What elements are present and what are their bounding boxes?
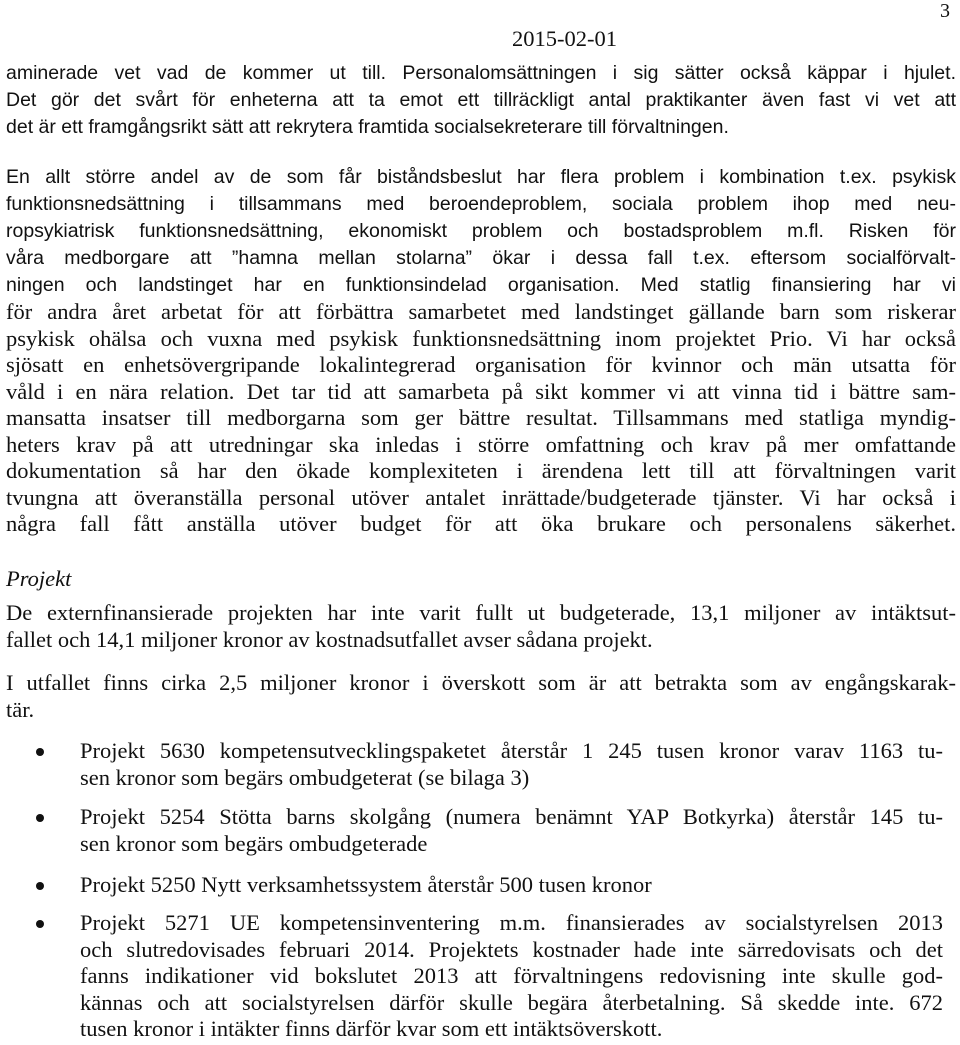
text-line: I utfallet finns cirka 2,5 miljoner kronor i överskott som är att betrakta som av engångskarak- bbox=[6, 670, 956, 695]
bullet-icon bbox=[36, 748, 44, 756]
text-line: Projekt 5630 kompetensutvecklingspaketet återstår 1 245 tusen kronor varav 1163 tu- bbox=[80, 738, 943, 763]
text-line: våra medborgare att ”hamna mellan stolarna” ökar i dessa fall t.ex. eftersom socialförvalt- bbox=[6, 247, 956, 269]
text-line: sjösatt en enhetsövergripande lokalintegrerad organisation för kvinnor och män utsatta för bbox=[6, 352, 956, 377]
text-line: fanns indikationer vid bokslutet 2013 att förvaltningens redovisning inte skulle god- bbox=[80, 963, 943, 988]
text-line: Det gör det svårt för enheterna att ta emot ett tillräckligt antal praktikanter även fast vi vet att bbox=[6, 89, 956, 111]
text-line: tär. bbox=[6, 696, 35, 722]
text-line: och slutredovisades februari 2014. Projektets kostnader hade inte särredovisats och det bbox=[80, 936, 943, 962]
bullet-icon bbox=[36, 920, 44, 928]
text-line: ningen och landstinget har en funktionsindelad organisation. Med statlig finansiering har vi bbox=[6, 274, 956, 296]
text-line: En allt större andel av de som får biståndsbeslut har flera problem i kombination t.ex. psykisk bbox=[6, 166, 956, 188]
text-line: Projekt 5271 UE kompetensinventering m.m. finansierades av socialstyrelsen 2013 bbox=[80, 910, 943, 935]
list-item-text bbox=[80, 910, 943, 1043]
text-line: Projekt 5250 Nytt verksamhetssystem återstår 500 tusen kronor bbox=[80, 872, 652, 897]
text-line: funktionsnedsättning i tillsammans med beroendeproblem, sociala problem ihop med neu- bbox=[6, 193, 956, 215]
section-heading: Projekt bbox=[6, 566, 72, 591]
text-line: fallet och 14,1 miljoner kronor av kostnadsutfallet avser sådana projekt. bbox=[6, 626, 653, 652]
paragraph-continuation bbox=[6, 60, 956, 141]
paragraph-surplus bbox=[6, 670, 956, 723]
paragraph-first-line bbox=[6, 164, 956, 299]
list-item-text bbox=[80, 738, 943, 791]
paragraph-projects bbox=[6, 600, 956, 653]
text-line: ropsykiatrisk funktionsnedsättning, ekonomiskt problem och bostadsproblem m.fl. Risken för bbox=[6, 220, 956, 242]
text-line: De externfinansierade projekten har inte varit fullt ut budgeterade, 13,1 miljoner av intäktsut- bbox=[6, 600, 956, 625]
header-date: 2015-02-01 bbox=[512, 26, 617, 51]
text-line: heters krav på att utredningar ska inledas i större omfattning och krav på mer omfattande bbox=[6, 431, 956, 457]
bullet-icon bbox=[36, 882, 44, 890]
bullet-icon bbox=[36, 814, 44, 822]
text-line: dokumentation så har den ökade komplexiteten i ärendena lett till att förvaltningen varit bbox=[6, 458, 956, 483]
list-item-text bbox=[80, 804, 943, 857]
text-line: tusen kronor i intäkter finns därför kvar som ett intäktsöverskott. bbox=[80, 1016, 663, 1041]
list-item-text bbox=[80, 872, 943, 899]
text-line: några fall fått anställa utöver budget för att öka brukare och personalens säkerhet. bbox=[6, 511, 956, 536]
page-number: 3 bbox=[940, 0, 950, 22]
text-line: sen kronor som begärs ombudgeterat (se bilaga 3) bbox=[80, 764, 530, 790]
paragraph-body bbox=[6, 299, 956, 538]
text-line: mansatta insatser till medborgarna som ger bättre resultat. Tillsammans med statliga myndig- bbox=[6, 405, 956, 430]
text-line: våld i en nära relation. Det tar tid att samarbeta på sikt kommer vi att vinna tid i bättre sam- bbox=[6, 378, 956, 404]
text-line: psykisk ohälsa och vuxna med psykisk funktionsnedsättning inom projektet Prio. Vi har också bbox=[6, 325, 956, 351]
text-line: sen kronor som begärs ombudgeterade bbox=[80, 830, 428, 856]
text-line: kännas och att socialstyrelsen därför skulle begära återbetalning. Så skedde inte. 672 bbox=[80, 989, 943, 1015]
text-line: Projekt 5254 Stötta barns skolgång (numera benämnt YAP Botkyrka) återstår 145 tu- bbox=[80, 804, 943, 829]
text-line: för andra året arbetat för att förbättra samarbetet med landstinget gällande barn som riskerar bbox=[6, 299, 956, 324]
text-line: det är ett framgångsrikt sätt att rekrytera framtida socialsekreterare till förvaltningen. bbox=[6, 116, 729, 138]
text-line: aminerade vet vad de kommer ut till. Personalomsättningen i sig sätter också käppar i hjulet. bbox=[6, 62, 956, 84]
text-line: tvungna att överanställa personal utöver antalet inrättade/budgeterade tjänster. Vi har också i bbox=[6, 484, 956, 510]
